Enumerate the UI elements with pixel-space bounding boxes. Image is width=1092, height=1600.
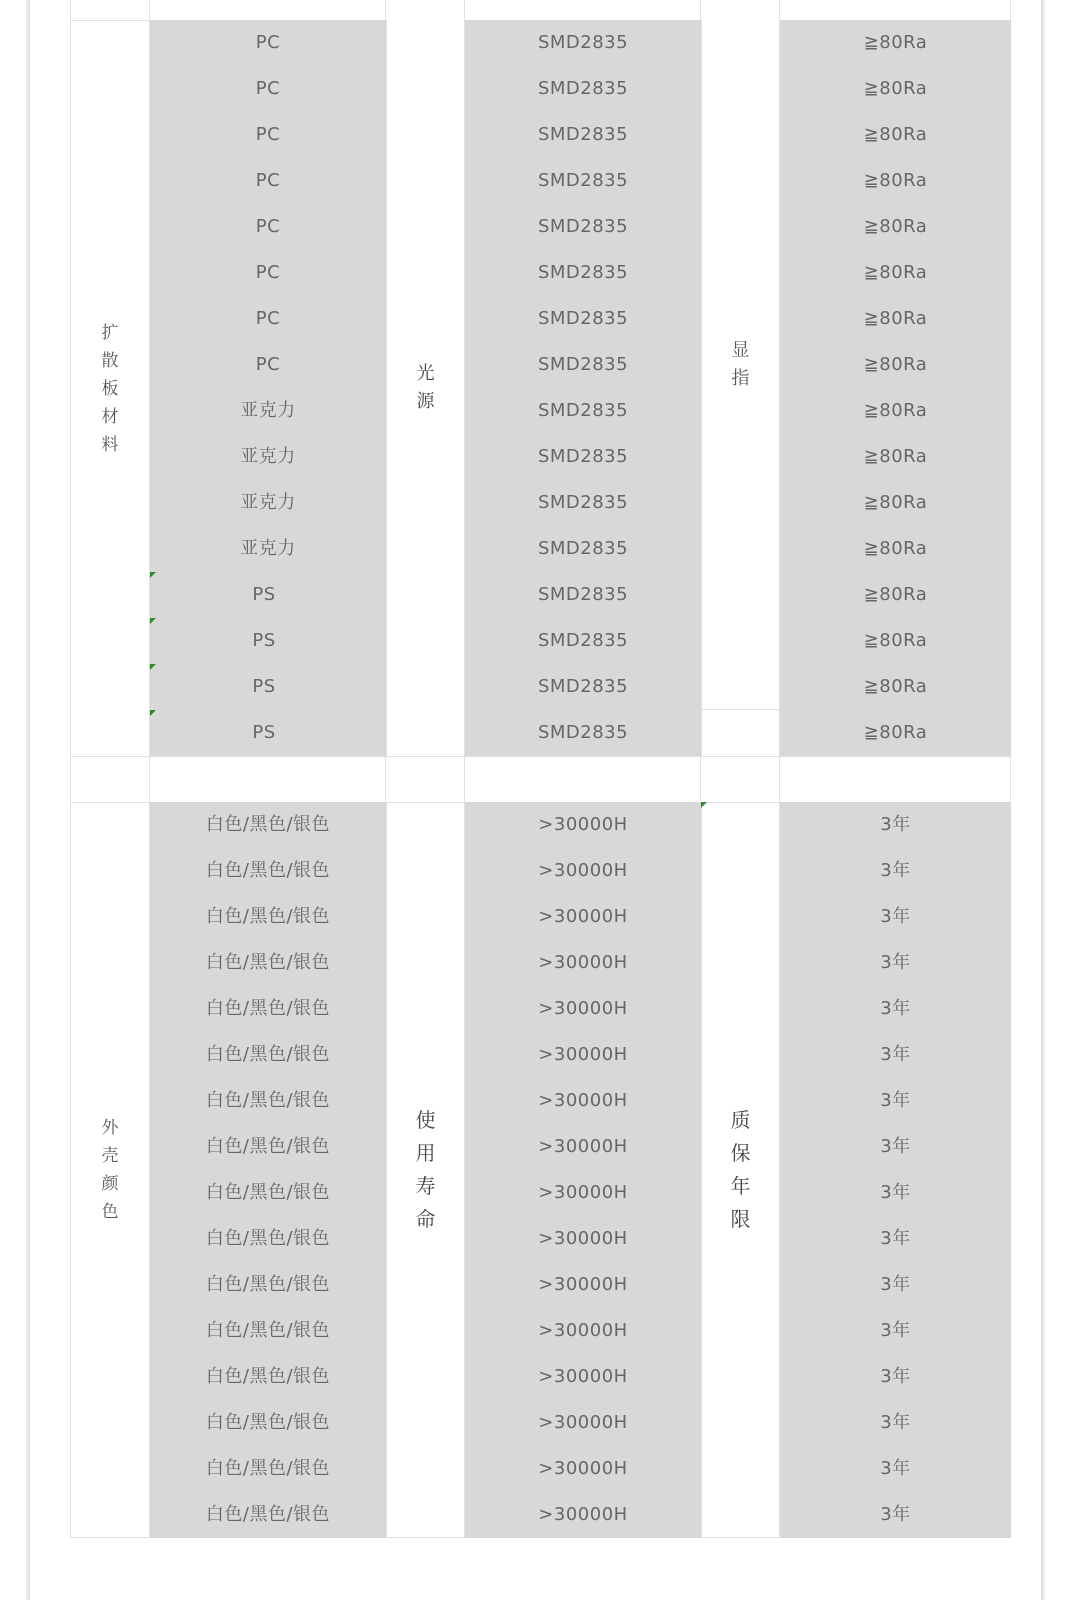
warranty-column bbox=[780, 802, 1011, 1538]
diffuser-material-cell: PC bbox=[255, 170, 281, 191]
cri-cell: ≧80Ra bbox=[863, 124, 928, 145]
light-source-column bbox=[465, 20, 701, 756]
diffuser-material-cell: 亚克力 bbox=[240, 538, 296, 559]
housing-color-cell: 白色/黑色/银色 bbox=[205, 1182, 331, 1203]
light-source-cell: SMD2835 bbox=[537, 676, 629, 697]
light-source-cell: SMD2835 bbox=[537, 630, 629, 651]
cri-cell: ≧80Ra bbox=[863, 492, 928, 513]
housing-color-column bbox=[150, 802, 386, 1538]
label-lifespan: 使 用 寿 命 bbox=[386, 802, 465, 1538]
light-source-cell: SMD2835 bbox=[537, 400, 629, 421]
lifespan-cell: >30000H bbox=[538, 1136, 628, 1157]
warranty-cell: 3年 bbox=[880, 1320, 911, 1341]
diffuser-material-cell: 亚克力 bbox=[240, 446, 296, 467]
warranty-cell: 3年 bbox=[880, 1458, 911, 1479]
light-source-cell: SMD2835 bbox=[537, 354, 629, 375]
lifespan-cell: >30000H bbox=[538, 814, 628, 835]
cri-empty-cell bbox=[701, 710, 780, 756]
light-source-cell: SMD2835 bbox=[537, 216, 629, 237]
housing-color-cell: 白色/黑色/银色 bbox=[205, 906, 331, 927]
warranty-cell: 3年 bbox=[880, 1136, 911, 1157]
lifespan-cell: >30000H bbox=[538, 1320, 628, 1341]
cri-cell: ≧80Ra bbox=[863, 354, 928, 375]
cri-cell: ≧80Ra bbox=[863, 538, 928, 559]
diffuser-material-cell: PS bbox=[252, 584, 276, 605]
warranty-cell: 3年 bbox=[880, 1228, 911, 1249]
cri-cell: ≧80Ra bbox=[863, 78, 928, 99]
spec-table-top-stub bbox=[70, 0, 1011, 20]
housing-color-cell: 白色/黑色/银色 bbox=[205, 1458, 331, 1479]
warranty-cell: 3年 bbox=[880, 1182, 911, 1203]
warranty-cell: 3年 bbox=[880, 906, 911, 927]
warranty-cell: 3年 bbox=[880, 1412, 911, 1433]
label-diffuser-material: 扩 散 板 材 料 bbox=[70, 20, 150, 756]
label-light-source: 光 源 bbox=[386, 20, 465, 756]
diffuser-material-cell: PC bbox=[255, 354, 281, 375]
diffuser-material-column bbox=[150, 20, 386, 756]
lifespan-cell: >30000H bbox=[538, 998, 628, 1019]
cell-comment-marker bbox=[150, 664, 156, 670]
diffuser-material-cell: PC bbox=[255, 78, 281, 99]
lifespan-cell: >30000H bbox=[538, 1504, 628, 1525]
warranty-cell: 3年 bbox=[880, 998, 911, 1019]
cri-cell: ≧80Ra bbox=[863, 400, 928, 421]
lifespan-cell: >30000H bbox=[538, 860, 628, 881]
light-source-cell: SMD2835 bbox=[537, 32, 629, 53]
housing-color-cell: 白色/黑色/银色 bbox=[205, 1044, 331, 1065]
diffuser-material-cell: PS bbox=[252, 630, 276, 651]
diffuser-material-cell: PS bbox=[252, 676, 276, 697]
lifespan-cell: >30000H bbox=[538, 1182, 628, 1203]
warranty-cell: 3年 bbox=[880, 1366, 911, 1387]
light-source-cell: SMD2835 bbox=[537, 170, 629, 191]
light-source-cell: SMD2835 bbox=[537, 308, 629, 329]
lifespan-cell: >30000H bbox=[538, 1090, 628, 1111]
cell-comment-marker bbox=[150, 572, 156, 578]
page-edge-right bbox=[1041, 0, 1045, 1600]
cri-column bbox=[780, 20, 1011, 756]
housing-color-cell: 白色/黑色/银色 bbox=[205, 860, 331, 881]
warranty-cell: 3年 bbox=[880, 814, 911, 835]
label-warranty: 质 保 年 限 bbox=[701, 802, 780, 1538]
page-edge-left bbox=[26, 0, 30, 1600]
warranty-cell: 3年 bbox=[880, 860, 911, 881]
housing-color-cell: 白色/黑色/银色 bbox=[205, 814, 331, 835]
cri-cell: ≧80Ra bbox=[863, 722, 928, 743]
warranty-cell: 3年 bbox=[880, 1504, 911, 1525]
light-source-cell: SMD2835 bbox=[537, 124, 629, 145]
label-cri: 显 指 bbox=[701, 20, 780, 710]
diffuser-material-cell: 亚克力 bbox=[240, 400, 296, 421]
lifespan-cell: >30000H bbox=[538, 1228, 628, 1249]
lifespan-cell: >30000H bbox=[538, 1366, 628, 1387]
spec-section-housing bbox=[70, 802, 1011, 1538]
lifespan-cell: >30000H bbox=[538, 906, 628, 927]
spec-section-materials bbox=[70, 20, 1011, 756]
cell-comment-marker bbox=[150, 710, 156, 716]
lifespan-cell: >30000H bbox=[538, 952, 628, 973]
housing-color-cell: 白色/黑色/银色 bbox=[205, 1274, 331, 1295]
housing-color-cell: 白色/黑色/银色 bbox=[205, 1090, 331, 1111]
cri-cell: ≧80Ra bbox=[863, 676, 928, 697]
warranty-cell: 3年 bbox=[880, 952, 911, 973]
light-source-cell: SMD2835 bbox=[537, 446, 629, 467]
housing-color-cell: 白色/黑色/银色 bbox=[205, 1504, 331, 1525]
housing-color-cell: 白色/黑色/银色 bbox=[205, 1412, 331, 1433]
housing-color-cell: 白色/黑色/银色 bbox=[205, 1366, 331, 1387]
cell-comment-marker bbox=[150, 618, 156, 624]
spec-table-spacer-row bbox=[70, 756, 1011, 802]
lifespan-cell: >30000H bbox=[538, 1044, 628, 1065]
housing-color-cell: 白色/黑色/银色 bbox=[205, 1320, 331, 1341]
diffuser-material-cell: PC bbox=[255, 32, 281, 53]
cri-cell: ≧80Ra bbox=[863, 584, 928, 605]
cri-cell: ≧80Ra bbox=[863, 308, 928, 329]
warranty-cell: 3年 bbox=[880, 1090, 911, 1111]
light-source-cell: SMD2835 bbox=[537, 78, 629, 99]
lifespan-cell: >30000H bbox=[538, 1458, 628, 1479]
lifespan-column bbox=[465, 802, 701, 1538]
warranty-cell: 3年 bbox=[880, 1044, 911, 1065]
cri-cell: ≧80Ra bbox=[863, 446, 928, 467]
warranty-cell: 3年 bbox=[880, 1274, 911, 1295]
diffuser-material-cell: PS bbox=[252, 722, 276, 743]
diffuser-material-cell: PC bbox=[255, 216, 281, 237]
light-source-cell: SMD2835 bbox=[537, 262, 629, 283]
diffuser-material-cell: 亚克力 bbox=[240, 492, 296, 513]
light-source-cell: SMD2835 bbox=[537, 722, 629, 743]
housing-color-cell: 白色/黑色/银色 bbox=[205, 998, 331, 1019]
light-source-cell: SMD2835 bbox=[537, 492, 629, 513]
cell-comment-marker bbox=[701, 802, 707, 808]
light-source-cell: SMD2835 bbox=[537, 538, 629, 559]
lifespan-cell: >30000H bbox=[538, 1274, 628, 1295]
diffuser-material-cell: PC bbox=[255, 262, 281, 283]
cri-cell: ≧80Ra bbox=[863, 262, 928, 283]
lifespan-cell: >30000H bbox=[538, 1412, 628, 1433]
diffuser-material-cell: PC bbox=[255, 124, 281, 145]
cri-cell: ≧80Ra bbox=[863, 216, 928, 237]
housing-color-cell: 白色/黑色/银色 bbox=[205, 952, 331, 973]
cri-cell: ≧80Ra bbox=[863, 32, 928, 53]
label-housing-color: 外 壳 颜 色 bbox=[70, 802, 150, 1538]
housing-color-cell: 白色/黑色/银色 bbox=[205, 1136, 331, 1157]
cri-cell: ≧80Ra bbox=[863, 170, 928, 191]
cri-cell: ≧80Ra bbox=[863, 630, 928, 651]
housing-color-cell: 白色/黑色/银色 bbox=[205, 1228, 331, 1249]
diffuser-material-cell: PC bbox=[255, 308, 281, 329]
light-source-cell: SMD2835 bbox=[537, 584, 629, 605]
